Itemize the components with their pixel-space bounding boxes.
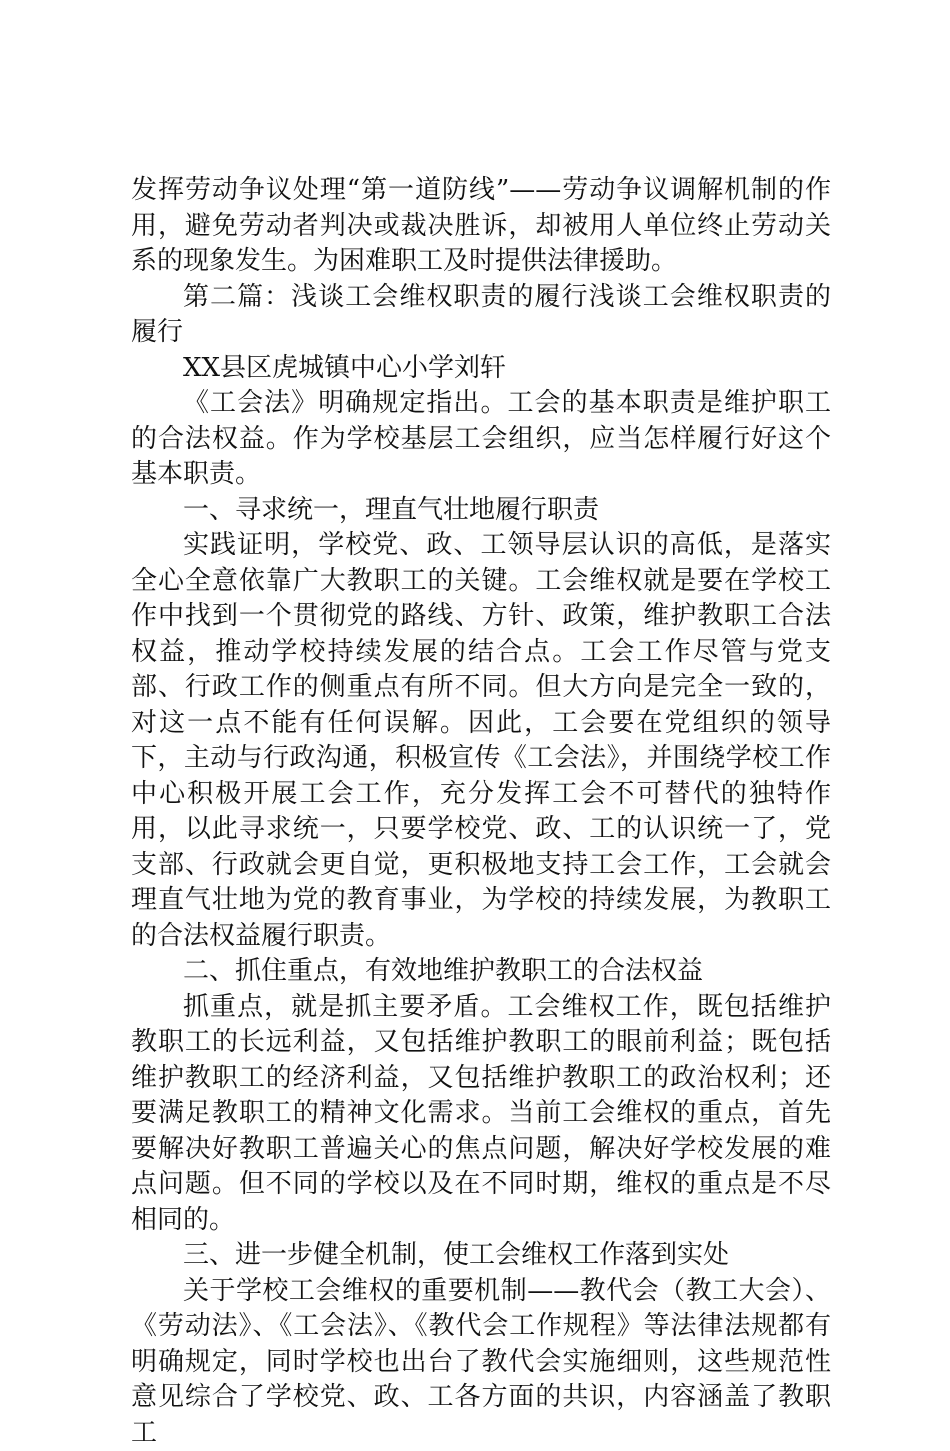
- paragraph-6: 实践证明，学校党、政、工领导层认识的高低，是落实全心全意依靠广大教职工的关键。工会维权就是要在学校工作中找到一个贯彻党的路线、方针、政策，维护教职工合法权益，推动学校持续发展的结合点。工会工作尽管与党支部、行政工作的侧重点有所不同。但大方向是完全一致的，对这一点不能有任何误解。因此，工会要在党组织的领导下，主动与行政沟通，积极宣传《工会法》，并围绕学校工作中心积极开展工会工作，充分发挥工会不可替代的独特作用，以此寻求统一，只要学校党、政、工的认识统一了，党支部、行政就会更自觉，更积极地支持工会工作，工会就会理直气壮地为党的教育事业，为学校的持续发展，为教职工的合法权益履行职责。: [131, 528, 831, 954]
- paragraph-3-author-line: XX县区虎城镇中心小学刘轩: [131, 351, 831, 387]
- paragraph-9-heading-3: 三、进一步健全机制，使工会维权工作落到实处: [131, 1238, 831, 1274]
- paragraph-10: 关于学校工会维权的重要机制——教代会（教工大会）、《劳动法》、《工会法》、《教代会工作规程》等法律法规都有明确规定，同时学校也出台了教代会实施细则，这些规范性意见综合了学校党、政、工各方面的共识，内容涵盖了教职工: [131, 1274, 831, 1451]
- document-body: [131, 173, 831, 1451]
- paragraph-7-heading-2: 二、抓住重点，有效地维护教职工的合法权益: [131, 954, 831, 990]
- paragraph-2-section-title: 第二篇：浅谈工会维权职责的履行浅谈工会维权职责的履行: [131, 280, 831, 351]
- paragraph-1: 发挥劳动争议处理“第一道防线”——劳动争议调解机制的作用，避免劳动者判决或裁决胜诉，却被用人单位终止劳动关系的现象发生。为困难职工及时提供法律援助。: [131, 173, 831, 280]
- paragraph-5-heading-1: 一、寻求统一，理直气壮地履行职责: [131, 493, 831, 529]
- paragraph-8: 抓重点，就是抓主要矛盾。工会维权工作，既包括维护教职工的长远利益，又包括维护教职工的眼前利益；既包括维护教职工的经济利益，又包括维护教职工的政治权利；还要满足教职工的精神文化需求。当前工会维权的重点，首先要解决好教职工普遍关心的焦点问题，解决好学校发展的难点问题。但不同的学校以及在不同时期，维权的重点是不尽相同的。: [131, 990, 831, 1239]
- paragraph-4: 《工会法》明确规定指出。工会的基本职责是维护职工的合法权益。作为学校基层工会组织，应当怎样履行好这个基本职责。: [131, 386, 831, 493]
